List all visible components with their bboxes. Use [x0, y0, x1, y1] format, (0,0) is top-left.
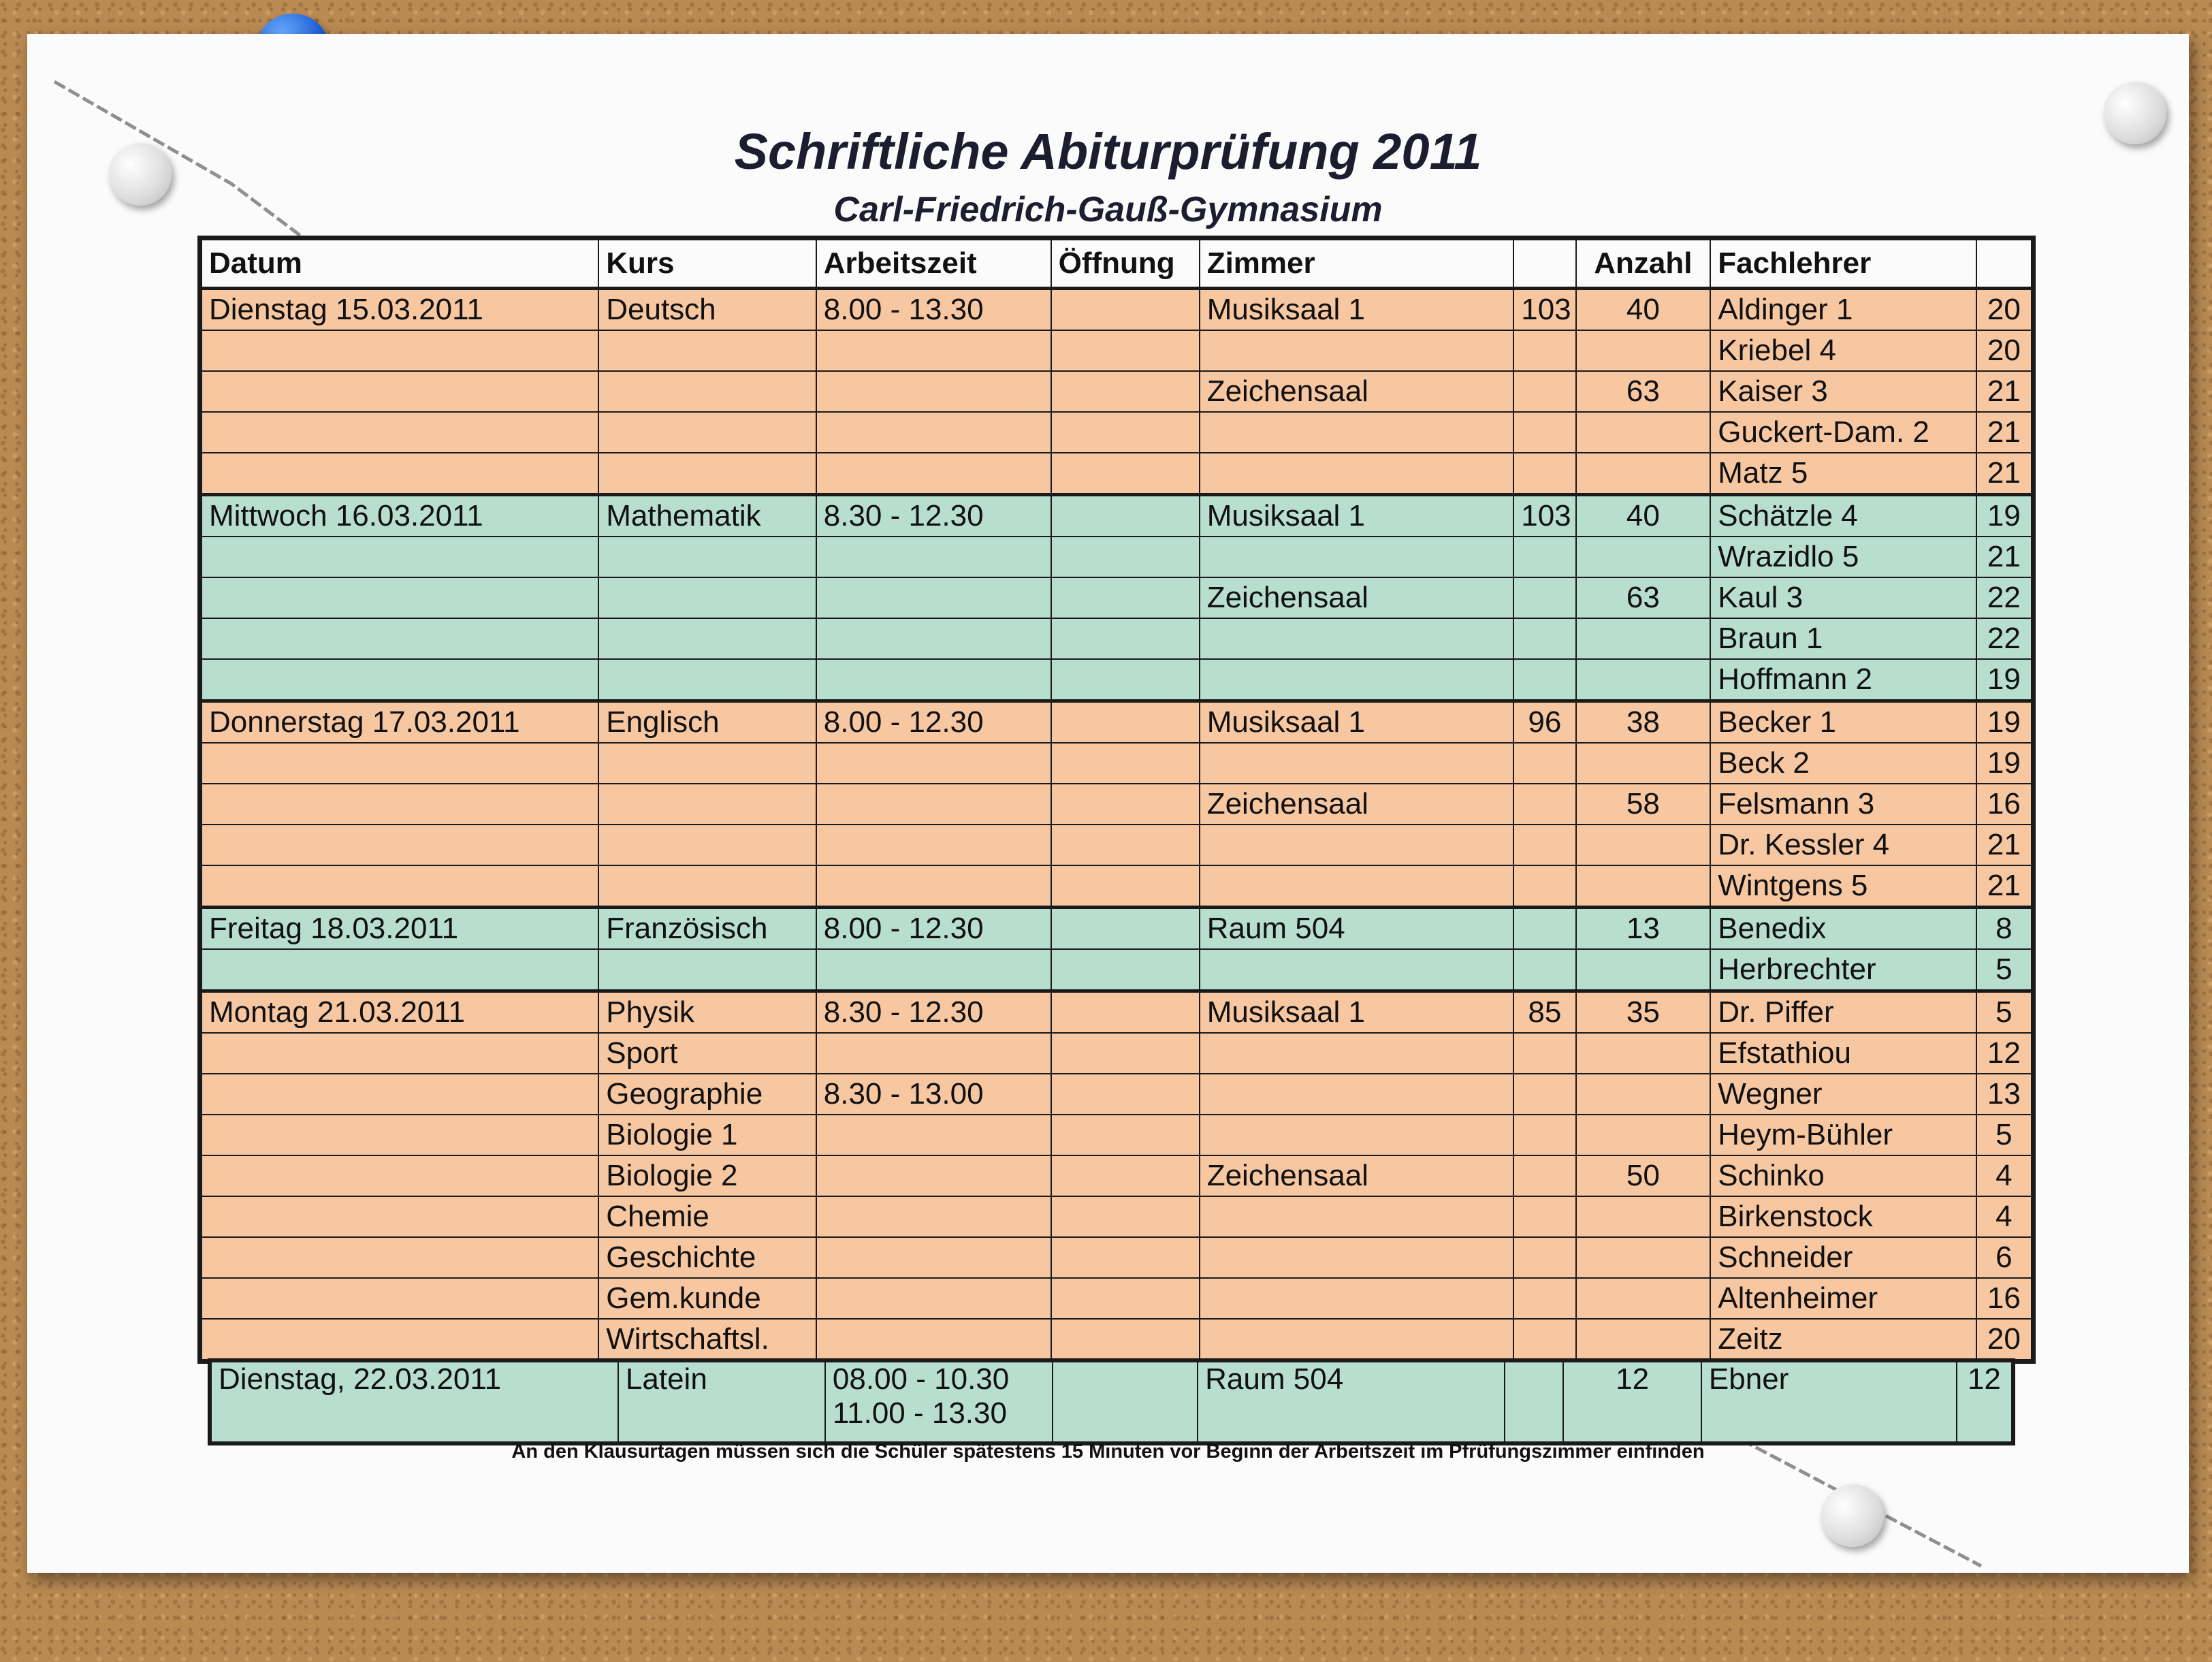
cell-teacher: Schätzle 4: [1710, 495, 1976, 537]
white-pin-bottom-icon: [1821, 1484, 1884, 1547]
cell-count: [1576, 1319, 1711, 1360]
cell-course: [598, 618, 816, 659]
table-row: [202, 1074, 2032, 1115]
table-row: [202, 330, 2032, 371]
table-row: [202, 743, 2032, 784]
cell-count: [1576, 949, 1711, 991]
cell-course: Wirtschaftsl.: [598, 1319, 816, 1360]
exam-schedule-sheet: [27, 34, 2189, 1573]
cell-opening: [1051, 618, 1200, 659]
page-title: Schriftliche Abiturprüfung 2011: [734, 123, 1482, 180]
cell-date: [202, 1237, 598, 1278]
cell-teacher: Beck 2: [1710, 743, 1976, 784]
cell-room: [1200, 1319, 1514, 1360]
cell-room: [1200, 825, 1514, 865]
footer-note: An den Klausurtagen müssen sich die Schüler spätestens 15 Minuten vor Beginn der Arbeitszeit im Pfrüfungszimmer einfinden: [511, 1441, 1705, 1463]
cell-teacher: Wrazidlo 5: [1710, 537, 1976, 577]
cell-date: [202, 825, 598, 865]
cell-room: [1200, 743, 1514, 784]
cell-course: [598, 412, 816, 453]
cell-course: [598, 330, 816, 371]
cell-opening: [1051, 1319, 1200, 1360]
cell-room: [1200, 1033, 1514, 1074]
cell-students: 13: [1976, 1074, 2032, 1115]
cell-time: 8.00 - 12.30: [816, 701, 1051, 744]
cell-course: [598, 865, 816, 908]
cell-course: [598, 537, 816, 577]
latin-room-number: [1505, 1362, 1563, 1442]
cell-room: [1200, 1115, 1514, 1155]
cell-time: [816, 537, 1051, 577]
cell-date: [202, 330, 598, 371]
cell-date: Mittwoch 16.03.2011: [202, 495, 598, 537]
cell-date: [202, 1074, 598, 1115]
cell-date: Dienstag 15.03.2011: [202, 289, 598, 331]
cell-teacher: Braun 1: [1710, 618, 1976, 659]
table-row: [202, 289, 2032, 331]
cell-room: [1200, 618, 1514, 659]
cell-students: 12: [1976, 1033, 2032, 1074]
cell-opening: [1051, 1237, 1200, 1278]
cell-teacher: Herbrechter: [1710, 949, 1976, 991]
cell-date: [202, 453, 598, 495]
cell-room: [1200, 1237, 1514, 1278]
cell-count: 63: [1576, 577, 1711, 618]
cell-course: [598, 659, 816, 701]
cell-room: [1200, 865, 1514, 908]
table-row: [202, 659, 2032, 701]
cell-room: [1200, 1074, 1514, 1115]
cell-students: 22: [1976, 577, 2032, 618]
cell-room: [1200, 1196, 1514, 1237]
cell-time: [816, 949, 1051, 991]
cell-room: Raum 504: [1200, 908, 1514, 950]
cell-room: [1200, 330, 1514, 371]
cell-students: 21: [1976, 537, 2032, 577]
cell-count: [1576, 865, 1711, 908]
header-datum: Datum: [202, 240, 598, 289]
cell-room: [1200, 1278, 1514, 1319]
cell-room-number: 103: [1513, 289, 1575, 331]
latin-course: Latein: [618, 1362, 825, 1442]
cell-opening: [1051, 991, 1200, 1034]
cell-date: [202, 577, 598, 618]
cell-room: Musiksaal 1: [1200, 701, 1514, 744]
cell-students: 6: [1976, 1237, 2032, 1278]
cell-teacher: Becker 1: [1710, 701, 1976, 744]
cell-date: [202, 1319, 598, 1360]
cell-opening: [1051, 1278, 1200, 1319]
cell-students: 21: [1976, 371, 2032, 412]
cell-students: 16: [1976, 1278, 2032, 1319]
cell-room: [1200, 949, 1514, 991]
cell-time: [816, 1278, 1051, 1319]
cell-opening: [1051, 412, 1200, 453]
header-zimmer: Zimmer: [1200, 240, 1514, 289]
cell-date: [202, 865, 598, 908]
cell-students: 21: [1976, 453, 2032, 495]
cell-course: [598, 371, 816, 412]
cell-time: [816, 784, 1051, 825]
cell-students: 21: [1976, 865, 2032, 908]
cell-room: Musiksaal 1: [1200, 991, 1514, 1034]
cell-date: [202, 1278, 598, 1319]
cell-room-number: [1513, 825, 1575, 865]
cell-room-number: [1513, 1074, 1575, 1115]
latin-students: 12: [1957, 1362, 2012, 1442]
cell-count: [1576, 743, 1711, 784]
cell-room-number: 96: [1513, 701, 1575, 744]
cell-students: 5: [1976, 949, 2032, 991]
cell-room-number: [1513, 1278, 1575, 1319]
cell-room-number: [1513, 1319, 1575, 1360]
schedule-rows: [202, 289, 2032, 1360]
cell-room-number: [1513, 1237, 1575, 1278]
cell-course: Englisch: [598, 701, 816, 744]
cell-room: [1200, 659, 1514, 701]
header-room-number: [1513, 240, 1575, 289]
cell-time: 8.00 - 12.30: [816, 908, 1051, 950]
cell-teacher: Altenheimer: [1710, 1278, 1976, 1319]
cell-teacher: Aldinger 1: [1710, 289, 1976, 331]
cell-course: Mathematik: [598, 495, 816, 537]
latin-count: 12: [1563, 1362, 1701, 1442]
cell-opening: [1051, 1196, 1200, 1237]
cell-students: 20: [1976, 289, 2032, 331]
cell-teacher: Benedix: [1710, 908, 1976, 950]
table-row: [202, 453, 2032, 495]
cell-teacher: Kriebel 4: [1710, 330, 1976, 371]
cell-time: [816, 330, 1051, 371]
cell-students: 19: [1976, 701, 2032, 744]
cell-course: Geographie: [598, 1074, 816, 1115]
cell-students: 19: [1976, 743, 2032, 784]
cell-count: 63: [1576, 371, 1711, 412]
cell-course: Deutsch: [598, 289, 816, 331]
cell-room: Zeichensaal: [1200, 784, 1514, 825]
cell-opening: [1051, 743, 1200, 784]
table-row: [202, 908, 2032, 950]
cell-date: [202, 949, 598, 991]
table-row: [202, 825, 2032, 865]
cell-room-number: [1513, 908, 1575, 950]
cell-course: Geschichte: [598, 1237, 816, 1278]
cell-room-number: [1513, 412, 1575, 453]
cell-room-number: [1513, 537, 1575, 577]
cell-teacher: Kaiser 3: [1710, 371, 1976, 412]
cell-count: 40: [1576, 289, 1711, 331]
cell-students: 19: [1976, 659, 2032, 701]
cell-time: [816, 577, 1051, 618]
cell-count: [1576, 1074, 1711, 1115]
cell-room-number: [1513, 784, 1575, 825]
cell-time: [816, 453, 1051, 495]
cell-time: [816, 412, 1051, 453]
cell-date: [202, 618, 598, 659]
latin-exam-strip: [208, 1358, 2015, 1445]
table-row: [202, 495, 2032, 537]
cell-teacher: Birkenstock: [1710, 1196, 1976, 1237]
cell-room-number: [1513, 453, 1575, 495]
cell-teacher: Zeitz: [1710, 1319, 1976, 1360]
cell-count: [1576, 659, 1711, 701]
cell-teacher: Matz 5: [1710, 453, 1976, 495]
cell-count: [1576, 618, 1711, 659]
cell-room: Zeichensaal: [1200, 1155, 1514, 1196]
cell-time: [816, 865, 1051, 908]
cell-course: [598, 453, 816, 495]
cell-course: Gem.kunde: [598, 1278, 816, 1319]
cell-room-number: [1513, 577, 1575, 618]
cell-opening: [1051, 1074, 1200, 1115]
cell-students: 21: [1976, 412, 2032, 453]
cell-room-number: [1513, 330, 1575, 371]
cell-teacher: Wintgens 5: [1710, 865, 1976, 908]
cell-time: [816, 1155, 1051, 1196]
cell-time: 8.00 - 13.30: [816, 289, 1051, 331]
latin-times: [825, 1362, 1053, 1442]
table-row: [202, 1237, 2032, 1278]
cell-teacher: Felsmann 3: [1710, 784, 1976, 825]
cell-room-number: [1513, 1033, 1575, 1074]
cell-opening: [1051, 453, 1200, 495]
cell-students: 8: [1976, 908, 2032, 950]
header-anzahl: Anzahl: [1576, 240, 1711, 289]
header-arbeitszeit: Arbeitszeit: [816, 240, 1051, 289]
cell-room: [1200, 453, 1514, 495]
cell-students: 16: [1976, 784, 2032, 825]
cell-room: Zeichensaal: [1200, 577, 1514, 618]
cell-room-number: [1513, 1115, 1575, 1155]
cell-count: [1576, 537, 1711, 577]
table-row: [202, 949, 2032, 991]
cell-opening: [1051, 949, 1200, 991]
cell-teacher: Heym-Bühler: [1710, 1115, 1976, 1155]
cell-time: [816, 1033, 1051, 1074]
cell-opening: [1051, 495, 1200, 537]
cell-room-number: 103: [1513, 495, 1575, 537]
cell-room-number: 85: [1513, 991, 1575, 1034]
cell-opening: [1051, 784, 1200, 825]
cell-date: [202, 1155, 598, 1196]
cell-date: Montag 21.03.2011: [202, 991, 598, 1034]
cell-time: [816, 1115, 1051, 1155]
table-row: [202, 784, 2032, 825]
cell-course: [598, 949, 816, 991]
schedule-table: [201, 239, 2032, 1360]
cell-date: [202, 371, 598, 412]
header-row: [202, 240, 2032, 289]
cell-room: Musiksaal 1: [1200, 289, 1514, 331]
cell-students: 19: [1976, 495, 2032, 537]
latin-teacher: Ebner: [1701, 1362, 1957, 1442]
cell-students: 5: [1976, 991, 2032, 1034]
cell-room: Musiksaal 1: [1200, 495, 1514, 537]
cell-time: 8.30 - 12.30: [816, 991, 1051, 1034]
header-students: [1976, 240, 2032, 289]
latin-room: Raum 504: [1198, 1362, 1505, 1442]
cell-course: [598, 577, 816, 618]
cell-course: [598, 784, 816, 825]
cell-count: [1576, 1278, 1711, 1319]
cell-room-number: [1513, 1196, 1575, 1237]
header-kurs: Kurs: [598, 240, 816, 289]
cell-opening: [1051, 577, 1200, 618]
latin-opening: [1053, 1362, 1198, 1442]
cell-room: [1200, 412, 1514, 453]
cell-opening: [1051, 865, 1200, 908]
school-name: Carl-Friedrich-Gauß-Gymnasium: [833, 190, 1383, 229]
cell-students: 4: [1976, 1155, 2032, 1196]
header-oeffnung: Öffnung: [1051, 240, 1200, 289]
latin-time-1: 08.00 - 10.30: [832, 1362, 1010, 1396]
cell-students: 20: [1976, 330, 2032, 371]
cell-date: [202, 1196, 598, 1237]
table-row: [202, 1033, 2032, 1074]
table-row: [202, 1278, 2032, 1319]
latin-exam-table: [210, 1361, 2013, 1443]
cell-count: 58: [1576, 784, 1711, 825]
cell-date: [202, 784, 598, 825]
cell-students: 22: [1976, 618, 2032, 659]
cell-room-number: [1513, 949, 1575, 991]
cell-teacher: Schinko: [1710, 1155, 1976, 1196]
cell-count: [1576, 1115, 1711, 1155]
cell-opening: [1051, 330, 1200, 371]
cell-course: [598, 743, 816, 784]
cell-date: Donnerstag 17.03.2011: [202, 701, 598, 744]
cell-time: [816, 659, 1051, 701]
cell-date: [202, 659, 598, 701]
cell-teacher: Hoffmann 2: [1710, 659, 1976, 701]
latin-time-2: 11.00 - 13.30: [832, 1396, 1007, 1430]
table-row: [202, 412, 2032, 453]
cell-count: [1576, 825, 1711, 865]
cell-count: 35: [1576, 991, 1711, 1034]
cell-students: 4: [1976, 1196, 2032, 1237]
cell-room-number: [1513, 1155, 1575, 1196]
cell-time: [816, 743, 1051, 784]
cell-date: Freitag 18.03.2011: [202, 908, 598, 950]
cell-opening: [1051, 1155, 1200, 1196]
cell-date: [202, 412, 598, 453]
table-row: [202, 865, 2032, 908]
table-row: [202, 1155, 2032, 1196]
cell-students: 21: [1976, 825, 2032, 865]
cell-opening: [1051, 825, 1200, 865]
cell-time: [816, 1196, 1051, 1237]
cell-teacher: Wegner: [1710, 1074, 1976, 1115]
header-fachlehrer: Fachlehrer: [1710, 240, 1976, 289]
cell-opening: [1051, 537, 1200, 577]
cell-room-number: [1513, 659, 1575, 701]
cell-course: Biologie 2: [598, 1155, 816, 1196]
cell-count: 13: [1576, 908, 1711, 950]
cell-course: Sport: [598, 1033, 816, 1074]
schedule-table-wrapper: [197, 236, 2036, 1364]
cell-course: Physik: [598, 991, 816, 1034]
table-row: [202, 991, 2032, 1034]
cell-time: [816, 371, 1051, 412]
cell-room-number: [1513, 371, 1575, 412]
cell-time: [816, 1319, 1051, 1360]
cell-count: [1576, 1196, 1711, 1237]
cell-date: [202, 1033, 598, 1074]
cell-date: [202, 1115, 598, 1155]
cell-count: 50: [1576, 1155, 1711, 1196]
latin-exam-row: [211, 1362, 2012, 1442]
table-row: [202, 1196, 2032, 1237]
cell-time: [816, 618, 1051, 659]
table-row: [202, 371, 2032, 412]
cell-count: [1576, 412, 1711, 453]
cell-room-number: [1513, 743, 1575, 784]
cell-date: [202, 537, 598, 577]
table-row: [202, 1319, 2032, 1360]
cell-time: [816, 1237, 1051, 1278]
cell-opening: [1051, 701, 1200, 744]
cell-time: 8.30 - 12.30: [816, 495, 1051, 537]
cell-room-number: [1513, 618, 1575, 659]
cell-room-number: [1513, 865, 1575, 908]
table-row: [202, 701, 2032, 744]
cell-count: [1576, 1237, 1711, 1278]
cell-teacher: Schneider: [1710, 1237, 1976, 1278]
cell-count: 38: [1576, 701, 1711, 744]
cell-time: 8.30 - 13.00: [816, 1074, 1051, 1115]
cell-students: 5: [1976, 1115, 2032, 1155]
cell-course: Chemie: [598, 1196, 816, 1237]
cell-students: 20: [1976, 1319, 2032, 1360]
cell-opening: [1051, 659, 1200, 701]
cell-opening: [1051, 1115, 1200, 1155]
cell-teacher: Guckert-Dam. 2: [1710, 412, 1976, 453]
cell-course: [598, 825, 816, 865]
cell-count: [1576, 453, 1711, 495]
cell-course: Biologie 1: [598, 1115, 816, 1155]
cell-opening: [1051, 371, 1200, 412]
latin-date: Dienstag, 22.03.2011: [211, 1362, 618, 1442]
table-row: [202, 577, 2032, 618]
cell-course: Französisch: [598, 908, 816, 950]
cell-time: [816, 825, 1051, 865]
cell-count: 40: [1576, 495, 1711, 537]
cell-teacher: Kaul 3: [1710, 577, 1976, 618]
table-row: [202, 537, 2032, 577]
cell-opening: [1051, 289, 1200, 331]
cell-opening: [1051, 908, 1200, 950]
cell-teacher: Efstathiou: [1710, 1033, 1976, 1074]
cell-room: [1200, 537, 1514, 577]
cell-opening: [1051, 1033, 1200, 1074]
cell-count: [1576, 1033, 1711, 1074]
table-row: [202, 1115, 2032, 1155]
cell-teacher: Dr. Piffer: [1710, 991, 1976, 1034]
cell-room: Zeichensaal: [1200, 371, 1514, 412]
cell-count: [1576, 330, 1711, 371]
table-row: [202, 618, 2032, 659]
cell-teacher: Dr. Kessler 4: [1710, 825, 1976, 865]
cell-date: [202, 743, 598, 784]
